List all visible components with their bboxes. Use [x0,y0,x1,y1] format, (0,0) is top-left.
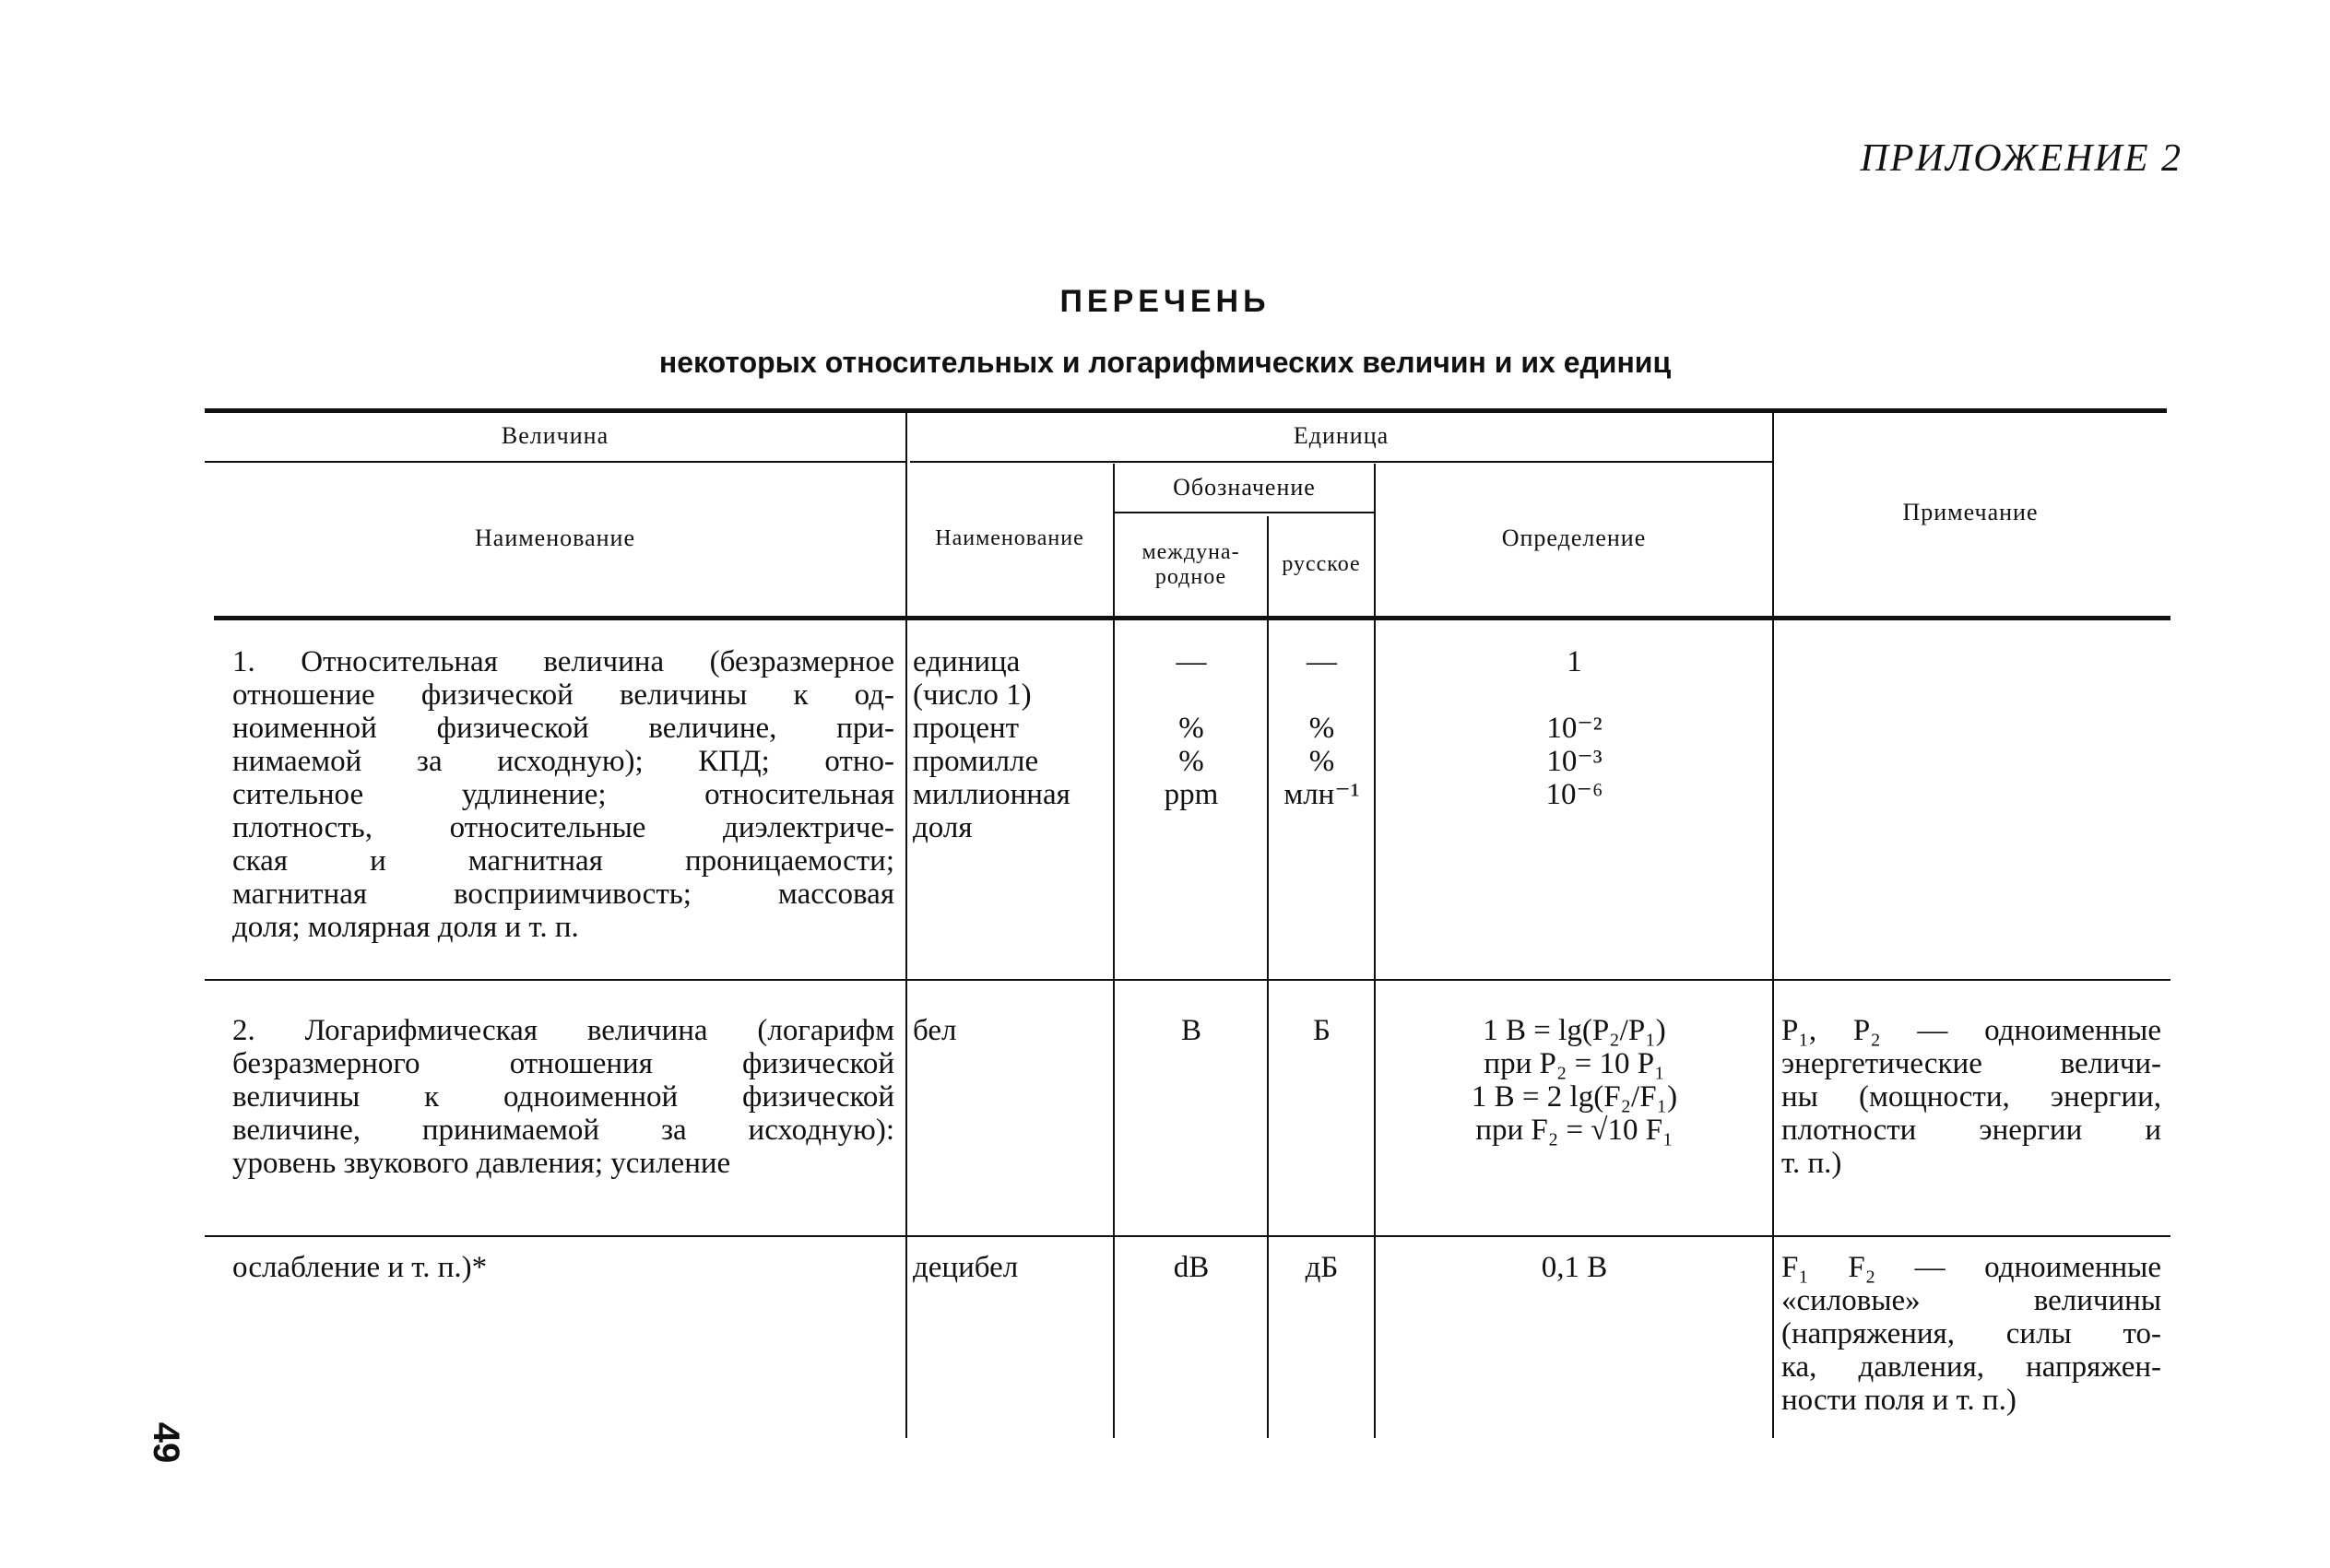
header-unit-name: Наименование [935,525,1084,550]
quantity-line: нимаемой за исходную); КПД; отно- [232,745,894,778]
unit-name-line: доля [913,811,973,844]
note-line: энергетические величи- [1781,1047,2161,1080]
header-definition: Определение [1501,524,1647,551]
intl-line: ppm [1164,778,1219,811]
definition-line: 10⁻⁶ [1545,778,1603,811]
header-quantity: Величина [501,421,609,449]
quantity-line: уровень звукового давления; усиление [232,1147,731,1180]
quantity-line: величине, принимаемой за исходную): [232,1114,894,1147]
note-line: ны (мощности, энергии, [1781,1080,2161,1114]
row2-quantity-cell [232,1014,894,1180]
header-designation: Обозначение [1173,473,1316,501]
note-line: «силовые» величины [1781,1284,2161,1317]
row1-quantity-cell [232,645,894,944]
intl-line: % [1178,712,1204,745]
note-line: ка, давления, напряжен- [1781,1350,2161,1384]
rus-line: — [1307,645,1337,678]
header-mid-rule-left [205,461,905,463]
definition-line: 10⁻³ [1546,745,1603,778]
row3-intl-cell [1116,1251,1267,1284]
quantity-line: плотность, относительные диэлектриче- [232,811,894,844]
row3-note-cell [1781,1251,2161,1417]
intl-line: dB [1173,1251,1210,1284]
row1-rus-cell [1270,645,1374,811]
unit-name-line: миллионная [913,778,1070,811]
row2-intl-cell [1116,1014,1267,1047]
header-russian: русское [1282,552,1361,577]
row2-note-cell [1781,1014,2161,1180]
rus-line: млн⁻¹ [1283,778,1360,811]
page-number: 49 [146,1421,187,1464]
header-mid-rule-unit [910,461,1772,463]
quantity-line: сительное удлинение; относительная [232,778,894,811]
definition-line: при F₂ = √10 F₁ [1475,1114,1674,1147]
row3-definition-cell [1377,1251,1772,1284]
quantity-line: отношение физической величины к од- [232,678,894,712]
rus-line: дБ [1305,1251,1339,1284]
quantity-line: ноименной физической величине, при- [232,712,894,745]
document-subtitle: некоторых относительных и логарифмических величин и их единиц [658,346,1672,379]
row2-unit-name-cell [913,1014,1110,1047]
unit-name-line: единица [913,645,1021,678]
row2-definition-cell [1377,1014,1772,1147]
definition-line: 1 B = lg(P₂/P₁) [1483,1014,1666,1047]
document-title: ПЕРЕЧЕНЬ [1059,284,1271,319]
row1-definition-cell [1377,645,1772,811]
note-line: (напряжения, силы то- [1781,1317,2161,1350]
definition-line: 0,1 B [1541,1251,1608,1284]
unit-name-line: процент [913,712,1020,745]
definition-line: при P₂ = 10 P₁ [1484,1047,1665,1080]
header-note: Примечание [1902,499,2039,526]
quantity-line: величины к одноименной физической [232,1080,894,1114]
header-international-line1: междуна- [1141,540,1240,565]
quantity-line: ослабление и т. п.)* [232,1251,488,1284]
header-international [1115,516,1267,613]
note-line: ности поля и т. п.) [1781,1384,2017,1417]
note-line: т. п.) [1781,1147,1842,1180]
quantity-line: доля; молярная доля и т. п. [232,911,579,944]
note-line: P₁, P₂ — одноименные [1781,1014,2161,1047]
unit-name-line: промилле [913,745,1039,778]
designation-rule [1113,512,1374,513]
row1-intl-cell [1116,645,1267,811]
row2-bottom-rule [205,1235,2170,1237]
header-unit: Единица [1293,421,1390,449]
note-line: F₁ F₂ — одноименные [1781,1251,2161,1284]
definition-line: 1 B = 2 lg(F₂/F₁) [1471,1080,1678,1114]
appendix-label: ПРИЛОЖЕНИЕ 2 [1860,137,2182,180]
quantity-line: 2. Логарифмическая величина (логарифм [232,1014,894,1047]
quantity-line: магнитная восприимчивость; массовая [232,878,894,911]
rus-line: Б [1313,1014,1331,1047]
definition-line: 10⁻² [1546,712,1603,745]
unit-name-line: (число 1) [913,678,1032,712]
definition-line: 1 [1567,645,1582,678]
row1-unit-name-cell [913,645,1110,844]
row3-rus-cell [1270,1251,1374,1284]
unit-name-line: бел [913,1014,957,1047]
row3-unit-name-cell [913,1251,1110,1284]
definition-line [1377,678,1772,712]
intl-line: — [1176,645,1207,678]
rus-line [1270,678,1374,712]
row2-rus-cell [1270,1014,1374,1047]
intl-line [1116,678,1267,712]
unit-name-line: децибел [913,1251,1019,1284]
note-line: плотности энергии и [1781,1114,2161,1147]
quantity-line: безразмерного отношения физической [232,1047,894,1080]
header-international-line2: родное [1154,564,1227,589]
row1-bottom-rule [205,979,2170,981]
header-bottom-rule [214,616,2170,620]
quantity-line: ская и магнитная проницаемости; [232,844,894,878]
header-quantity-name: Наименование [475,524,635,551]
col-divider-intl [1267,516,1269,1438]
intl-line: B [1180,1014,1201,1047]
row3-quantity-cell [232,1251,894,1284]
rus-line: % [1308,745,1335,778]
rus-line: % [1308,712,1335,745]
quantity-line: 1. Относительная величина (безразмерное [232,645,894,678]
intl-line: % [1178,745,1204,778]
